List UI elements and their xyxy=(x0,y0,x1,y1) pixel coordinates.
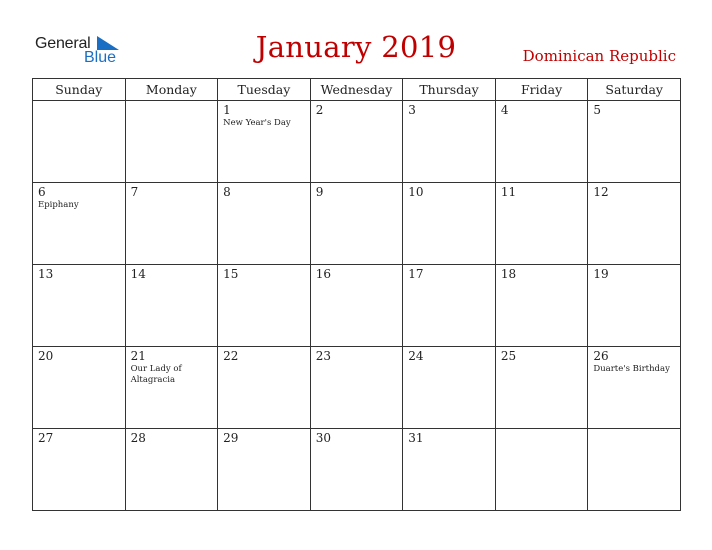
day-cell xyxy=(310,101,403,183)
day-cell xyxy=(33,347,126,429)
calendar-region: Dominican Republic xyxy=(522,47,676,65)
day-cell xyxy=(33,101,126,183)
day-number: 10 xyxy=(408,185,424,199)
weekday-header: Monday xyxy=(125,79,218,101)
holiday-label: Our Lady of Altagracia xyxy=(130,364,182,385)
weekday-header: Tuesday xyxy=(218,79,311,101)
day-cell xyxy=(588,101,681,183)
day-cell xyxy=(495,265,588,347)
calendar-grid xyxy=(32,78,681,511)
day-number: 23 xyxy=(315,349,331,363)
weekday-header: Saturday xyxy=(588,79,681,101)
day-number: 11 xyxy=(500,185,517,199)
day-number: 30 xyxy=(315,431,331,445)
day-cell xyxy=(495,429,588,511)
day-number: 15 xyxy=(223,267,239,281)
week-row xyxy=(33,347,681,429)
day-cell xyxy=(125,183,218,265)
day-cell xyxy=(218,347,311,429)
day-cell xyxy=(588,265,681,347)
week-row xyxy=(33,429,681,511)
weekday-header: Thursday xyxy=(403,79,496,101)
day-cell xyxy=(218,265,311,347)
day-number: 9 xyxy=(315,185,324,199)
day-cell xyxy=(310,429,403,511)
week-row xyxy=(33,183,681,265)
week-row xyxy=(33,265,681,347)
day-number: 3 xyxy=(408,103,416,117)
calendar-title: January 2019 xyxy=(255,30,457,64)
day-number: 31 xyxy=(408,431,424,445)
day-number: 6 xyxy=(38,185,46,199)
day-number: 20 xyxy=(38,349,54,363)
day-number: 8 xyxy=(223,185,231,199)
day-cell xyxy=(33,429,126,511)
day-cell xyxy=(495,183,588,265)
day-number: 5 xyxy=(593,103,602,117)
day-number: 26 xyxy=(593,349,609,363)
day-number: 21 xyxy=(130,349,146,363)
day-number: 4 xyxy=(500,103,509,117)
day-number: 27 xyxy=(38,431,54,445)
day-number: 16 xyxy=(315,267,331,281)
day-cell xyxy=(125,429,218,511)
holiday-label: Duarte's Birthday xyxy=(593,364,670,374)
day-number: 24 xyxy=(408,349,424,363)
brand-word-blue: Blue xyxy=(84,49,117,66)
day-number: 12 xyxy=(593,185,609,199)
weekday-header-row xyxy=(33,79,681,101)
day-cell xyxy=(403,265,496,347)
weekday-header: Friday xyxy=(495,79,588,101)
day-cell xyxy=(588,429,681,511)
week-row xyxy=(33,101,681,183)
day-cell xyxy=(588,183,681,265)
day-number: 29 xyxy=(223,431,239,445)
day-cell xyxy=(33,183,126,265)
day-cell xyxy=(403,347,496,429)
day-cell xyxy=(495,101,588,183)
day-number: 18 xyxy=(500,267,517,281)
holiday-label: New Year's Day xyxy=(223,118,291,128)
day-cell xyxy=(125,101,218,183)
day-cell xyxy=(218,429,311,511)
day-cell xyxy=(403,101,496,183)
day-cell xyxy=(588,347,681,429)
day-cell xyxy=(218,183,311,265)
day-cell xyxy=(310,347,403,429)
day-cell xyxy=(125,265,218,347)
day-number: 13 xyxy=(38,267,54,281)
day-number: 7 xyxy=(130,185,139,199)
day-cell xyxy=(125,347,218,429)
day-number: 14 xyxy=(130,267,146,281)
holiday-label: Epiphany xyxy=(38,200,79,210)
weekday-header: Sunday xyxy=(33,79,126,101)
day-number: 28 xyxy=(130,431,146,445)
day-cell xyxy=(218,101,311,183)
day-number: 25 xyxy=(500,349,517,363)
brand-word-general: General xyxy=(35,35,91,52)
day-cell xyxy=(310,265,403,347)
day-cell xyxy=(403,429,496,511)
day-cell xyxy=(403,183,496,265)
day-cell xyxy=(495,347,588,429)
day-number: 22 xyxy=(223,349,239,363)
day-number: 17 xyxy=(408,267,424,281)
day-number: 1 xyxy=(223,103,231,117)
day-number: 19 xyxy=(593,267,609,281)
day-cell xyxy=(310,183,403,265)
day-cell xyxy=(33,265,126,347)
day-number: 2 xyxy=(315,103,324,117)
weekday-header: Wednesday xyxy=(310,79,403,101)
